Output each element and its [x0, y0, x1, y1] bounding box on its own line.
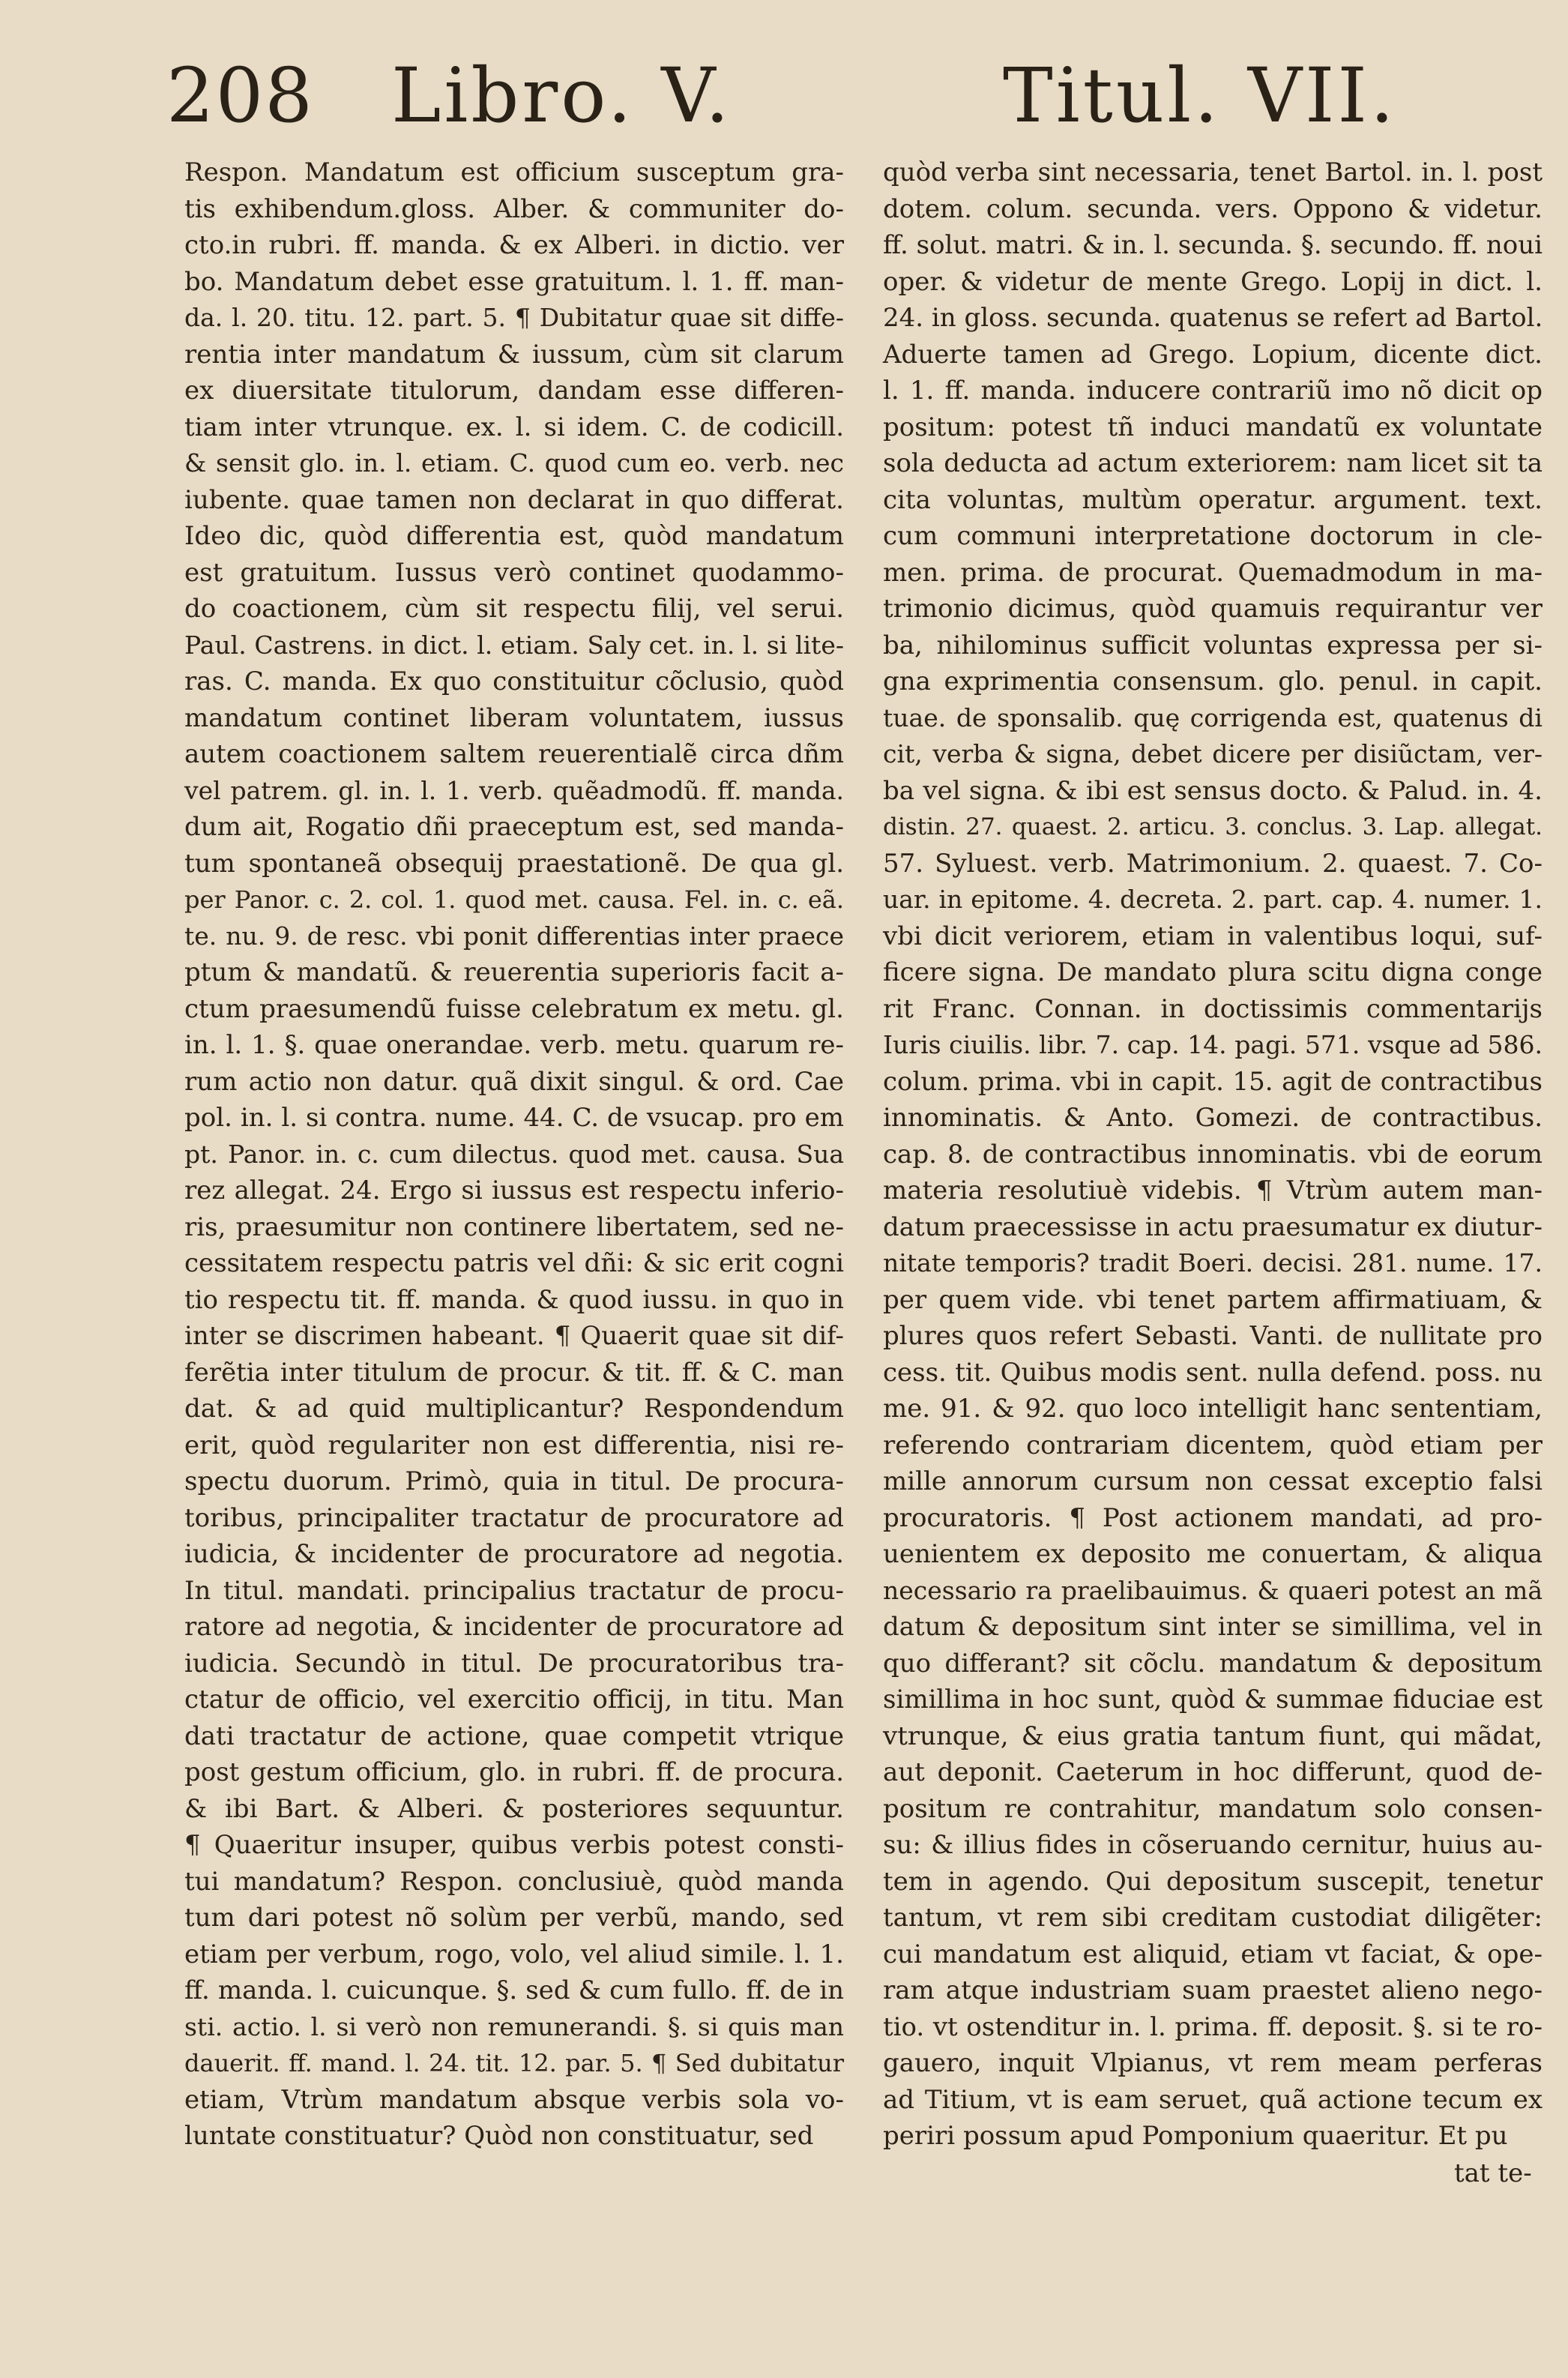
text-line: ctatur de officio, vel exercitio officij, in titu. Man [184, 1685, 844, 1715]
text-line: dati tractatur de actione, quae competit vtrique [184, 1721, 844, 1751]
text-line: ficere signa. De mandato plura scitu digna conge [883, 957, 1543, 987]
text-line: vel patrem. gl. in. l. 1. verb. quẽadmodũ. ff. manda. [184, 775, 844, 805]
text-line: ptum & mandatũ. & reuerentia superioris facit a- [184, 957, 844, 987]
text-line: etiam, Vtrùm mandatum absque verbis sola vo- [184, 2084, 844, 2115]
text-line: materia resolutiuè videbis. ¶ Vtrùm autem man- [883, 1176, 1543, 1205]
text-line: ¶ Quaeritur insuper, quibus verbis potest consti- [184, 1830, 844, 1860]
text-line: datum & depositum sint inter se simillima, vel in [883, 1612, 1543, 1642]
text-line: tem in agendo. Qui depositum suscepit, tenetur [883, 1866, 1543, 1897]
text-line: & ibi Bart. & Alberi. & posteriores sequuntur. [184, 1793, 844, 1824]
text-line: tio respectu tit. ff. manda. & quod iussu. in quo in [184, 1284, 844, 1315]
text-line: ff. solut. matri. & in. l. secunda. §. secundo. ff. noui [883, 230, 1543, 260]
text-line: datum praecessisse in actu praesumatur ex diutur- [883, 1211, 1543, 1242]
text-line: vbi dicit veriorem, etiam in valentibus loqui, suf- [883, 921, 1543, 951]
text-line: dotem. colum. secunda. vers. Oppono & videtur. [883, 193, 1543, 224]
text-line: sola deducta ad actum exteriorem: nam licet sit ta [883, 448, 1543, 478]
text-line: pol. in. l. si contra. nume. 44. C. de vsucap. pro em [184, 1103, 844, 1133]
text-line: erit, quòd regulariter non est differentia, nisi re- [184, 1430, 844, 1460]
text-line: rez allegat. 24. Ergo si iussus est respectu inferio- [184, 1176, 844, 1205]
text-line: ram atque industriam suam praestet alieno nego- [883, 1975, 1543, 2005]
text-line: cit, verba & signa, debet dicere per disiũctam, ver- [883, 739, 1543, 768]
text-line: ferẽtia inter titulum de procur. & tit. ff. & C. man [184, 1357, 844, 1388]
text-line: trimonio dicimus, quòd quamuis requirantur ver [883, 594, 1543, 624]
text-line: bo. Mandatum debet esse gratuitum. l. 1. ff. man- [184, 266, 844, 297]
text-line: rum actio non datur. quã dixit singul. & ord. Cae [184, 1066, 844, 1097]
text-line: periri possum apud Pomponium quaeritur. Et pu [883, 2121, 1508, 2151]
text-line: rit Franc. Connan. in doctissimis commentarijs [883, 993, 1543, 1024]
text-line: ba vel signa. & ibi est sensus docto. & Palud. in. 4. [883, 775, 1543, 806]
text-line: 24. in gloss. secunda. quatenus se refert ad Bartol. [883, 303, 1543, 333]
text-line: pt. Panor. in. c. cum dilectus. quod met. causa. Sua [184, 1139, 844, 1169]
text-line: tantum, vt rem sibi creditam custodiat diligẽter: [883, 1903, 1543, 1933]
running-head-title: Titul. VII. [1003, 52, 1397, 139]
text-line: da. l. 20. titu. 12. part. 5. ¶ Dubitatur quae sit diffe- [184, 303, 844, 332]
text-line: l. 1. ff. manda. inducere contrariũ imo nõ dicit op [883, 376, 1543, 406]
text-line: inter se discrimen habeant. ¶ Quaerit quae sit dif- [184, 1321, 844, 1351]
text-line: ff. manda. l. cuicunque. §. sed & cum fullo. ff. de in [184, 1975, 844, 2005]
text-line: tum spontaneã obsequij praestationẽ. De qua gl. [184, 848, 844, 879]
text-line: Paul. Castrens. in dict. l. etiam. Saly cet. in. l. si lite- [184, 630, 844, 660]
text-line: ratore ad negotia, & incidenter de procuratore ad [184, 1612, 844, 1642]
text-line: iudicia, & incidenter de procuratore ad negotia. [184, 1539, 844, 1569]
text-line: ras. C. manda. Ex quo constituitur cõclusio, quòd [184, 666, 844, 696]
text-line: tuae. de sponsalib. quę corrigenda est, quatenus di [883, 702, 1543, 732]
text-line: men. prima. de procurat. Quemadmodum in ma- [883, 557, 1543, 588]
text-line: cess. tit. Quibus modis sent. nulla defend. poss. nu [883, 1357, 1543, 1388]
text-line: uar. in epitome. 4. decreta. 2. part. cap. 4. numer. 1. [883, 885, 1543, 914]
running-head-book: Libro. V. [391, 52, 732, 139]
text-line: necessario ra praelibauimus. & quaeri potest an mã [883, 1575, 1543, 1605]
text-line: mille annorum cursum non cessat exceptio falsi [883, 1466, 1543, 1496]
text-line: per quem vide. vbi tenet partem affirmatiuam, & [883, 1284, 1543, 1315]
page-number: 208 [166, 52, 314, 139]
text-line: cto.in rubri. ff. manda. & ex Alberi. in dictio. ver [184, 230, 844, 260]
text-line: Aduerte tamen ad Grego. Lopium, dicente dict. [883, 339, 1543, 370]
text-line: mandatum continet liberam voluntatem, iussus [184, 702, 844, 733]
text-line: gna exprimentia consensum. glo. penul. in capit. [883, 666, 1543, 696]
text-line: per Panor. c. 2. col. 1. quod met. causa. Fel. in. c. eã. [184, 885, 844, 914]
text-line: oper. & videtur de mente Grego. Lopij in dict. l. [883, 266, 1543, 297]
text-line: nitate temporis? tradit Boeri. decisi. 281. nume. 17. [883, 1248, 1543, 1277]
text-line: dum ait, Rogatio dñi praeceptum est, sed manda- [184, 812, 844, 842]
text-line: spectu duorum. Primò, quia in titul. De procura- [184, 1466, 844, 1496]
text-line: toribus, principaliter tractatur de procuratore ad [184, 1502, 844, 1533]
text-line: tis exhibendum.gloss. Alber. & communiter do- [184, 193, 844, 224]
text-line: innominatis. & Anto. Gomezi. de contractibus. [883, 1103, 1543, 1133]
text-line: tum dari potest nõ solùm per verbũ, mando, sed [184, 1903, 844, 1933]
text-line: & sensit glo. in. l. etiam. C. quod cum eo. verb. nec [184, 448, 844, 478]
text-line: su: & illius fides in cõseruando cernitur, huius au- [883, 1830, 1543, 1860]
text-line: ex diuersitate titulorum, dandam esse differen- [184, 376, 844, 406]
text-line: procuratoris. ¶ Post actionem mandati, ad pro- [883, 1502, 1543, 1533]
text-line: in. l. 1. §. quae onerandae. verb. metu. quarum re- [184, 1030, 844, 1060]
text-line: cum communi interpretatione doctorum in cle- [883, 521, 1543, 551]
text-line: tiam inter vtrunque. ex. l. si idem. C. de codicill. [184, 412, 844, 442]
text-line: cita voluntas, multùm operatur. argument. text. [883, 484, 1543, 515]
text-line: cap. 8. de contractibus innominatis. vbi de eorum [883, 1139, 1543, 1170]
text-line: iudicia. Secundò in titul. De procuratoribus tra- [184, 1648, 844, 1679]
text-line: luntate constituatur? Quòd non constituatur, sed [184, 2121, 814, 2151]
text-line: aut deponit. Caeterum in hoc differunt, quod de- [883, 1757, 1543, 1787]
text-line: colum. prima. vbi in capit. 15. agit de contractibus [883, 1066, 1543, 1097]
text-line: 57. Syluest. verb. Matrimonium. 2. quaest. 7. Co- [883, 848, 1543, 879]
text-line: tui mandatum? Respon. conclusiuè, quòd manda [184, 1866, 844, 1897]
text-line: sti. actio. l. si verò non remunerandi. §. si quis man [184, 2011, 844, 2041]
right-text-column [883, 154, 1543, 2155]
text-line: referendo contrariam dicentem, quòd etiam per [883, 1430, 1543, 1460]
text-line: quòd verba sint necessaria, tenet Bartol. in. l. post [883, 157, 1543, 187]
text-line: gauero, inquit Vlpianus, vt rem meam perferas [883, 2048, 1543, 2078]
text-line: positum: potest tñ induci mandatũ ex voluntate [883, 412, 1543, 442]
text-line: Iuris ciuilis. libr. 7. cap. 14. pagi. 571. vsque ad 586. [883, 1030, 1543, 1059]
text-line: autem coactionem saltem reuerentialẽ circa dñm [184, 739, 844, 769]
text-line: rentia inter mandatum & iussum, cùm sit clarum [184, 339, 844, 370]
text-line: ad Titium, vt is eam seruet, quã actione tecum ex [883, 2084, 1543, 2115]
text-line: post gestum officium, glo. in rubri. ff. de procura. [184, 1757, 844, 1787]
text-line: tio. vt ostenditur in. l. prima. ff. deposit. §. si te ro- [883, 2011, 1543, 2042]
text-line: vtrunque, & eius gratia tantum fiunt, qui mãdat, [883, 1721, 1543, 1751]
left-text-column [184, 154, 844, 2155]
text-line: In titul. mandati. principalius tractatur de procu- [184, 1575, 844, 1606]
text-line: iubente. quae tamen non declarat in quo differat. [184, 484, 844, 515]
text-line: quo differant? sit cõclu. mandatum & depositum [883, 1648, 1543, 1679]
text-line: dauerit. ff. mand. l. 24. tit. 12. par. 5. ¶ Sed dubitatur [184, 2049, 844, 2077]
text-line: dat. & ad quid multiplicantur? Respondendum [184, 1394, 844, 1424]
text-line: ba, nihilominus sufficit voluntas expressa per si- [883, 630, 1543, 660]
text-line: est gratuitum. Iussus verò continet quodammo- [184, 557, 844, 588]
text-line: Respon. Mandatum est officium susceptum gra- [184, 157, 844, 187]
text-line: ris, praesumitur non continere libertatem, sed ne- [184, 1211, 844, 1242]
catchword: tat te- [1454, 2158, 1532, 2188]
text-line: ctum praesumendũ fuisse celebratum ex metu. gl. [184, 993, 844, 1024]
text-line: plures quos refert Sebasti. Vanti. de nullitate pro [883, 1321, 1543, 1351]
text-line: me. 91. & 92. quo loco intelligit hanc sententiam, [883, 1394, 1543, 1424]
text-line: te. nu. 9. de resc. vbi ponit differentias inter praece [184, 921, 844, 951]
text-line: positum re contrahitur, mandatum solo consen- [883, 1793, 1543, 1824]
text-line: distin. 27. quaest. 2. articu. 3. conclus. 3. Lap. allegat. [883, 813, 1543, 840]
text-line: etiam per verbum, rogo, volo, vel aliud simile. l. 1. [184, 1939, 844, 1969]
text-line: uenientem ex deposito me conuertam, & aliqua [883, 1539, 1543, 1569]
text-line: do coactionem, cùm sit respectu filij, vel serui. [184, 594, 844, 624]
text-line: cessitatem respectu patris vel dñi: & sic erit cogni [184, 1248, 844, 1278]
text-line: cui mandatum est aliquid, etiam vt faciat, & ope- [883, 1939, 1543, 1969]
text-line: Ideo dic, quòd differentia est, quòd mandatum [184, 521, 844, 551]
text-line: simillima in hoc sunt, quòd & summae fiduciae est [883, 1685, 1543, 1715]
